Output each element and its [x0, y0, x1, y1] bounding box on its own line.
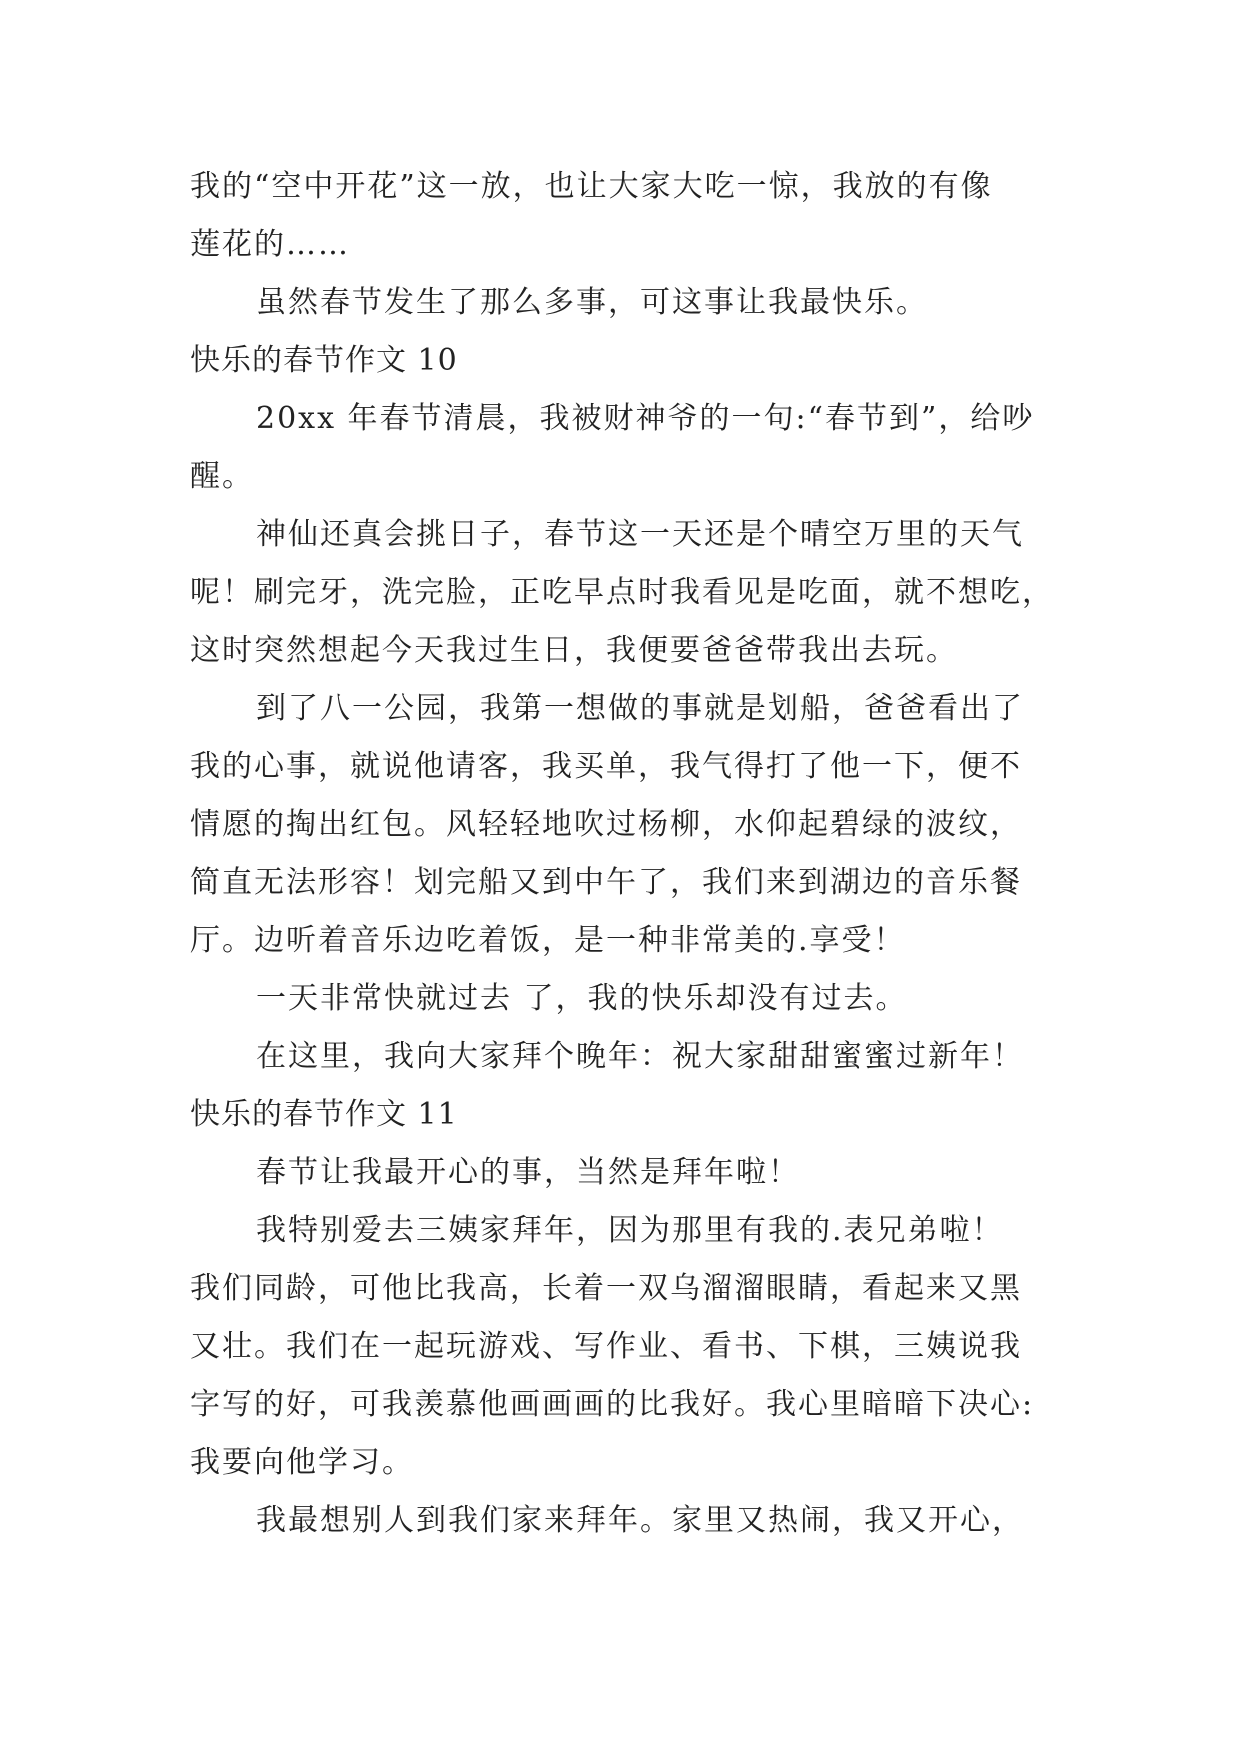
paragraph-line: 我的“空中开花”这一放，也让大家大吃一惊，我放的有像 — [190, 169, 993, 204]
essay-title: 快乐的春节作文 11 — [190, 1097, 458, 1132]
paragraph-line: 厅。边听着音乐边吃着饭，是一种非常美的.享受！ — [190, 923, 906, 958]
paragraph-line: 我要向他学习。 — [190, 1445, 414, 1480]
paragraph-line: 我们同龄，可他比我高，长着一双乌溜溜眼睛，看起来又黑 — [190, 1271, 1022, 1306]
paragraph-line: 虽然春节发生了那么多事，可这事让我最快乐。 — [256, 285, 928, 320]
paragraph-line: 又壮。我们在一起玩游戏、写作业、看书、下棋，三姨说我 — [190, 1329, 1022, 1364]
paragraph-line: 莲花的…… — [190, 227, 350, 262]
paragraph-line: 情愿的掏出红包。风轻轻地吹过杨柳，水仰起碧绿的波纹， — [190, 807, 1022, 842]
paragraph-line: 我最想别人到我们家来拜年。家里又热闹，我又开心， — [256, 1503, 1024, 1538]
paragraph-line: 一天非常快就过去 了，我的快乐却没有过去。 — [256, 981, 908, 1016]
paragraph-line: 醒。 — [190, 459, 254, 494]
paragraph-line: 字写的好，可我羡慕他画画画的比我好。我心里暗暗下决心: — [190, 1387, 1035, 1422]
paragraph-line: 这时突然想起今天我过生日，我便要爸爸带我出去玩。 — [190, 633, 958, 668]
essay-body — [190, 158, 1054, 1550]
paragraph-line: 我特别爱去三姨家拜年，因为那里有我的.表兄弟啦！ — [256, 1213, 1004, 1248]
paragraph-line: 到了八一公园，我第一想做的事就是划船，爸爸看出了 — [256, 691, 1024, 726]
paragraph-line: 简直无法形容！划完船又到中午了，我们来到湖边的音乐餐 — [190, 865, 1022, 900]
paragraph-line: 20xx 年春节清晨，我被财神爷的一句:“春节到”，给吵 — [256, 401, 1035, 436]
paragraph-line: 在这里，我向大家拜个晚年：祝大家甜甜蜜蜜过新年！ — [256, 1039, 1024, 1074]
paragraph-line: 呢！刷完牙，洗完脸，正吃早点时我看见是吃面，就不想吃， — [190, 575, 1054, 610]
paragraph-line: 春节让我最开心的事，当然是拜年啦！ — [256, 1155, 800, 1190]
essay-title: 快乐的春节作文 10 — [190, 343, 458, 378]
paragraph-line: 神仙还真会挑日子，春节这一天还是个晴空万里的天气 — [256, 517, 1024, 552]
paragraph-line: 我的心事，就说他请客，我买单，我气得打了他一下，便不 — [190, 749, 1022, 784]
